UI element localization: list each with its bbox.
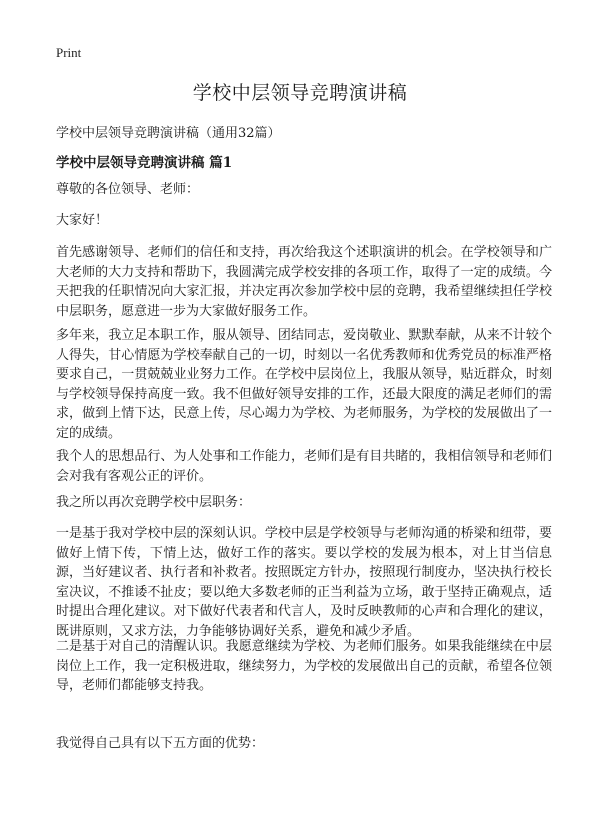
character-paragraph: 我个人的思想品行、为人处事和工作能力，老师们是有目共睹的，我相信领导和老师们会对我有客观公正的评价。: [56, 449, 552, 484]
greeting-paragraph: 大家好！: [56, 213, 109, 228]
section-heading: 学校中层领导竞聘演讲稿 篇1: [56, 155, 233, 171]
salutation-paragraph: 尊敬的各位领导、老师：: [56, 182, 200, 197]
first-reason-paragraph: 一是基于我对学校中层的深刻认识。学校中层是学校领导与老师沟通的桥梁和纽带，要做好上情下传，下情上达，做好工作的落实。要以学校的发展为根本，对上甘当信息源，当好建议者、执行者和补救者。按照既定方针办，按照现行制度办，坚决执行校长室决议，不推诿不扯皮；要以绝大多数老师的正当利益为立场，敢于坚持正确观点，适时提出合理化建议。对下做好代表者和代言人，及时反映教师的心声和合理化的建议，既讲原则，又求方法，力争能够协调好关系，避免和减少矛盾。: [56, 526, 552, 639]
second-reason-paragraph: 二是基于对自己的清醒认识。我愿意继续为学校、为老师们服务。如果我能继续在中层岗位上工作，我一定积极进取，继续努力，为学校的发展做出自己的贡献，希望各位领导，老师们都能够支持我。: [56, 639, 552, 693]
page-title: 学校中层领导竞聘演讲稿: [192, 82, 408, 104]
document-subtitle: 学校中层领导竞聘演讲稿（通用32篇）: [56, 126, 281, 141]
experience-paragraph: 多年来，我立足本职工作，服从领导、团结同志，爱岗敬业、默默奉献，从来不计较个人得失，甘心情愿为学校奉献自己的一切，时刻以一名优秀教师和优秀党员的标准严格要求自己，一贯兢兢业业努力工作。在学校中层岗位上，我服从领导，贴近群众，时刻与学校领导保持高度一致。我不但做好领导安排的工作，还最大限度的满足老师们的需求，做到上情下达，民意上传，尽心竭力为学校、为老师服务，为学校的发展做出了一定的成绩。: [56, 328, 552, 441]
advantages-intro-paragraph: 我觉得自己具有以下五方面的优势：: [56, 736, 265, 751]
thanks-paragraph: 首先感谢领导、老师们的信任和支持，再次给我这个述职演讲的机会。在学校领导和广大老师的大力支持和帮助下，我圆满完成学校安排的各项工作，取得了一定的成绩。今天把我的任职情况向大家汇报，并决定再次参加学校中层的竞聘，我希望继续担任学校中层职务，愿意进一步为大家做好服务工作。: [56, 245, 552, 319]
reason-intro-paragraph: 我之所以再次竞聘学校中层职务：: [56, 495, 252, 510]
print-link[interactable]: Print: [56, 45, 82, 60]
